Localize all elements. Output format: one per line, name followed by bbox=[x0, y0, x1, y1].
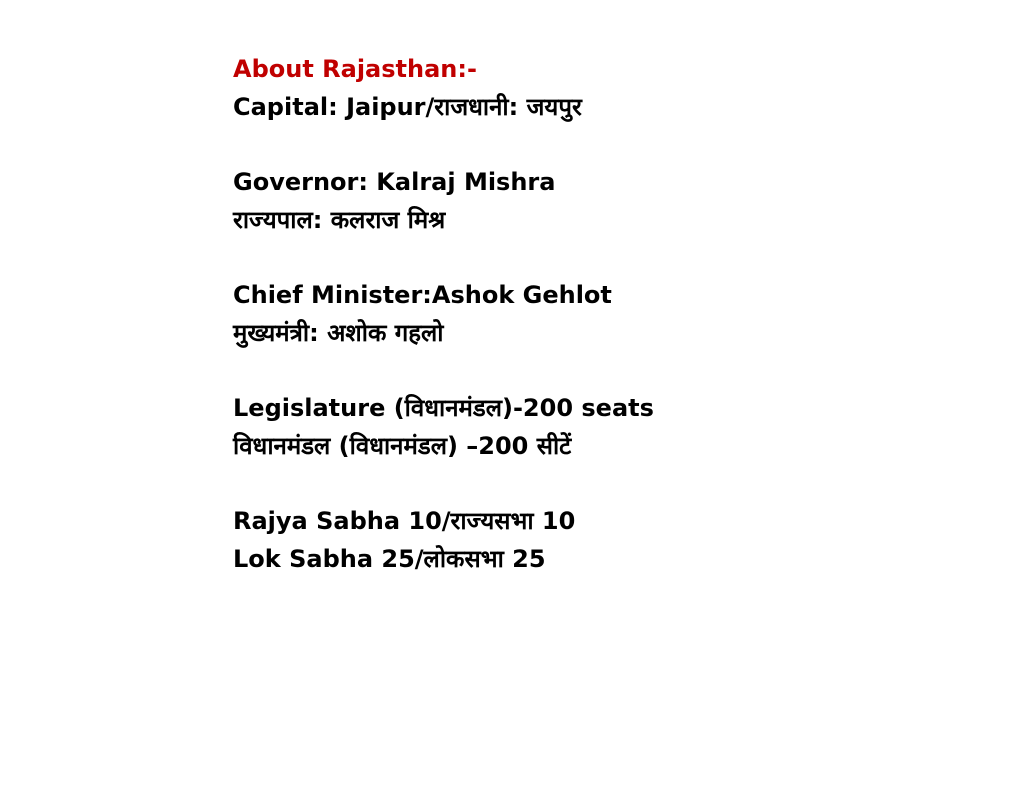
legislature-line-hi: विधानमंडल (विधानमंडल) –200 सीटें bbox=[233, 432, 572, 460]
capital-line: Capital: Jaipur/राजधानी: जयपुर bbox=[233, 93, 582, 121]
spacer bbox=[233, 465, 993, 502]
chief-minister-line-hi: मुख्यमंत्री: अशोक गहलो bbox=[233, 319, 444, 347]
spacer bbox=[233, 352, 993, 389]
governor-line-en: Governor: Kalraj Mishra bbox=[233, 168, 556, 196]
lok-sabha-line: Lok Sabha 25/लोकसभा 25 bbox=[233, 545, 546, 573]
spacer bbox=[233, 126, 993, 163]
chief-minister-line-en: Chief Minister:Ashok Gehlot bbox=[233, 281, 612, 309]
legislature-line-en: Legislature (विधानमंडल)-200 seats bbox=[233, 394, 654, 422]
governor-line-hi: राज्यपाल: कलराज मिश्र bbox=[233, 206, 446, 234]
heading: About Rajasthan:- bbox=[233, 55, 477, 83]
rajya-sabha-line: Rajya Sabha 10/राज्यसभा 10 bbox=[233, 507, 576, 535]
slide-content bbox=[233, 50, 993, 578]
spacer bbox=[233, 239, 993, 276]
